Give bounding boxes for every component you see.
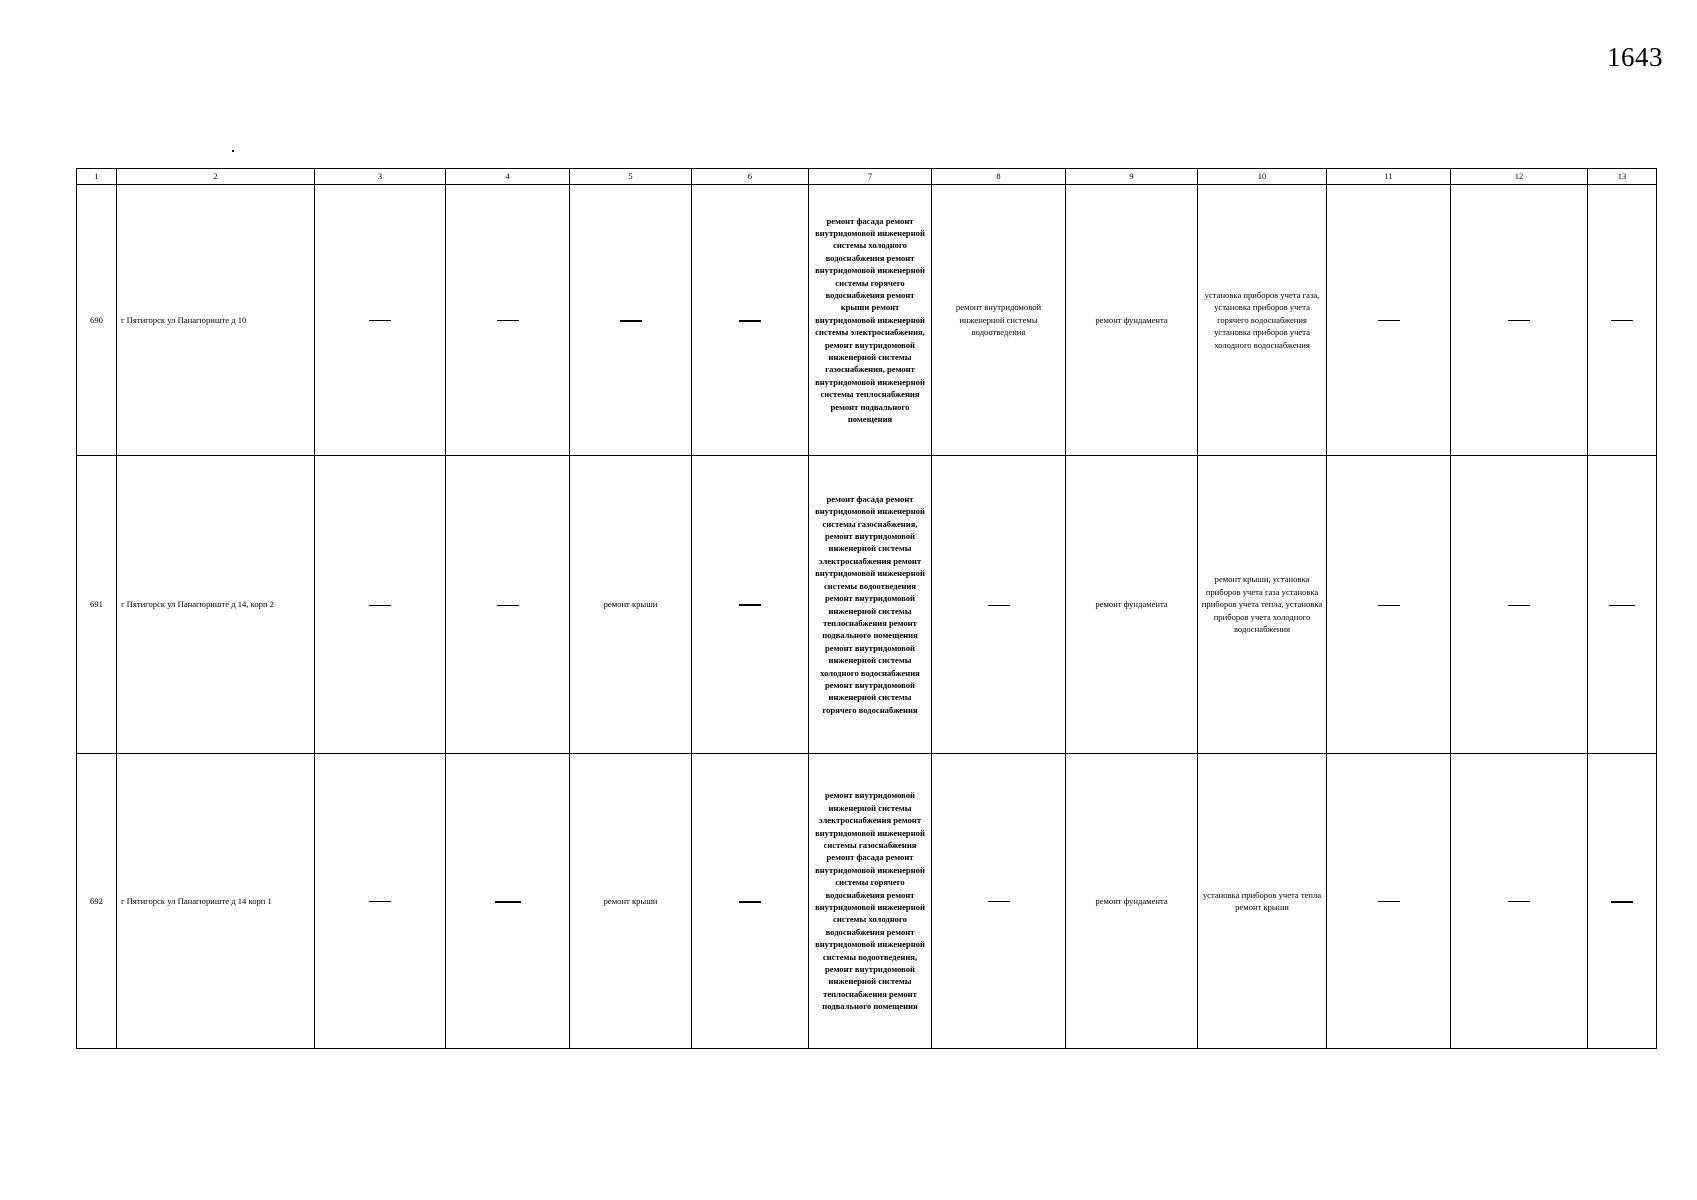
works-col-10: ремонт крыши, установка приборов учета газа установка приборов учета тепла, установка приборов учета холодного водоснабжения bbox=[1198, 456, 1327, 754]
dash-mark bbox=[1508, 320, 1530, 321]
row-number: 692 bbox=[77, 754, 117, 1049]
header-cell: 12 bbox=[1451, 169, 1588, 185]
dash-mark bbox=[369, 605, 391, 606]
header-cell: 1 bbox=[77, 169, 117, 185]
works-col-9: ремонт фундамента bbox=[1066, 456, 1198, 754]
works-col-10: установка приборов учета газа, установка приборов учета горячего водоснабжения установка приборов учета холодного водоснабжения bbox=[1198, 185, 1327, 456]
header-cell: 13 bbox=[1588, 169, 1657, 185]
empty-cell-11 bbox=[1327, 456, 1451, 754]
empty-cell-13 bbox=[1588, 754, 1657, 1049]
dash-mark bbox=[988, 605, 1010, 606]
row-number: 691 bbox=[77, 456, 117, 754]
header-cell: 11 bbox=[1327, 169, 1451, 185]
dash-mark bbox=[369, 901, 391, 902]
works-col-7: ремонт фасада ремонт внутридомовой инженерной системы газоснабжения, ремонт внутридомовой инженерной системы электроснабжения ремонт внутридомовой инженерной системы водоотведения ремонт внутридомовой инженерной системы теплоснабжения ремонт подвального помещения ремонт внутридомовой инженерной системы холодного водоснабжения ремонт внутридомовой инженерной системы горячего водоснабжения bbox=[809, 456, 932, 754]
works-col-7: ремонт внутридомовой инженерной системы электроснабжения ремонт внутридомовой инженерной системы газоснабжения ремонт фасада ремонт внутридомовой инженерной системы горячего водоснабжения ремонт внутридомовой инженерной системы холодного водоснабжения ремонт внутридомовой инженерной системы водоотведения, ремонт внутридомовой инженерной системы теплоснабжения ремонт подвального помещения bbox=[809, 754, 932, 1049]
dash-mark bbox=[1378, 320, 1400, 321]
empty-cell-5 bbox=[570, 185, 692, 456]
header-cell: 8 bbox=[932, 169, 1066, 185]
works-col-10: установка приборов учета тепла ремонт крыши bbox=[1198, 754, 1327, 1049]
empty-cell-8 bbox=[932, 456, 1066, 754]
dash-mark bbox=[495, 901, 521, 903]
table-row bbox=[77, 185, 1657, 456]
works-col-9: ремонт фундамента bbox=[1066, 185, 1198, 456]
empty-cell-11 bbox=[1327, 754, 1451, 1049]
empty-cell-12 bbox=[1451, 754, 1588, 1049]
empty-cell-13 bbox=[1588, 456, 1657, 754]
address-cell: г Пятигорск ул Панагюриште д 14, корп 2 bbox=[117, 456, 315, 754]
address-cell: г Пятигорск ул Панагюриште д 14 корп 1 bbox=[117, 754, 315, 1049]
scan-speck bbox=[232, 150, 234, 152]
header-cell: 3 bbox=[315, 169, 446, 185]
dash-mark bbox=[497, 605, 519, 606]
works-col-9: ремонт фундамента bbox=[1066, 754, 1198, 1049]
dash-mark bbox=[988, 901, 1010, 902]
header-cell: 7 bbox=[809, 169, 932, 185]
empty-cell-12 bbox=[1451, 456, 1588, 754]
dash-mark bbox=[1611, 901, 1633, 903]
header-cell: 5 bbox=[570, 169, 692, 185]
table-row bbox=[77, 754, 1657, 1049]
empty-cell-12 bbox=[1451, 185, 1588, 456]
empty-cell-13 bbox=[1588, 185, 1657, 456]
empty-cell-3 bbox=[315, 185, 446, 456]
dash-mark bbox=[369, 320, 391, 321]
empty-cell-6 bbox=[692, 754, 809, 1049]
empty-cell-4 bbox=[446, 185, 570, 456]
dash-mark bbox=[1378, 605, 1400, 606]
dash-mark bbox=[497, 320, 519, 321]
empty-cell-4 bbox=[446, 754, 570, 1049]
dash-mark bbox=[620, 320, 642, 322]
dash-mark bbox=[1611, 320, 1633, 321]
column-number-row bbox=[77, 169, 1657, 185]
empty-cell-3 bbox=[315, 754, 446, 1049]
dash-mark bbox=[1609, 605, 1635, 607]
works-col-7: ремонт фасада ремонт внутридомовой инженерной системы холодного водоснабжения ремонт внутридомовой инженерной системы горячего водоснабжения ремонт крыши ремонт внутридомовой инженерной системы электроснабжения, ремонт внутридомовой инженерной системы газоснабжения, ремонт внутридомовой инженерной системы теплоснабжения ремонт подвального помещения bbox=[809, 185, 932, 456]
table-row bbox=[77, 456, 1657, 754]
empty-cell-8 bbox=[932, 754, 1066, 1049]
dash-mark bbox=[739, 901, 761, 903]
page-number: 1643 bbox=[1607, 42, 1663, 72]
empty-cell-6 bbox=[692, 185, 809, 456]
dash-mark bbox=[1378, 901, 1400, 902]
dash-mark bbox=[1508, 605, 1530, 606]
header-cell: 6 bbox=[692, 169, 809, 185]
empty-cell-11 bbox=[1327, 185, 1451, 456]
dash-mark bbox=[739, 320, 761, 322]
header-cell: 9 bbox=[1066, 169, 1198, 185]
works-col-5: ремонт крыши bbox=[570, 754, 692, 1049]
dash-mark bbox=[739, 604, 761, 606]
works-col-8: ремонт внутридомовой инженерной системы водоотведения bbox=[932, 185, 1066, 456]
dash-mark bbox=[1508, 901, 1530, 902]
empty-cell-6 bbox=[692, 456, 809, 754]
empty-cell-4 bbox=[446, 456, 570, 754]
header-cell: 2 bbox=[117, 169, 315, 185]
header-cell: 10 bbox=[1198, 169, 1327, 185]
header-cell: 4 bbox=[446, 169, 570, 185]
empty-cell-3 bbox=[315, 456, 446, 754]
row-number: 690 bbox=[77, 185, 117, 456]
address-cell: г Пятигорск ул Панагюриште д 10 bbox=[117, 185, 315, 456]
repair-schedule-table bbox=[76, 168, 1657, 1049]
works-col-5: ремонт крыши bbox=[570, 456, 692, 754]
